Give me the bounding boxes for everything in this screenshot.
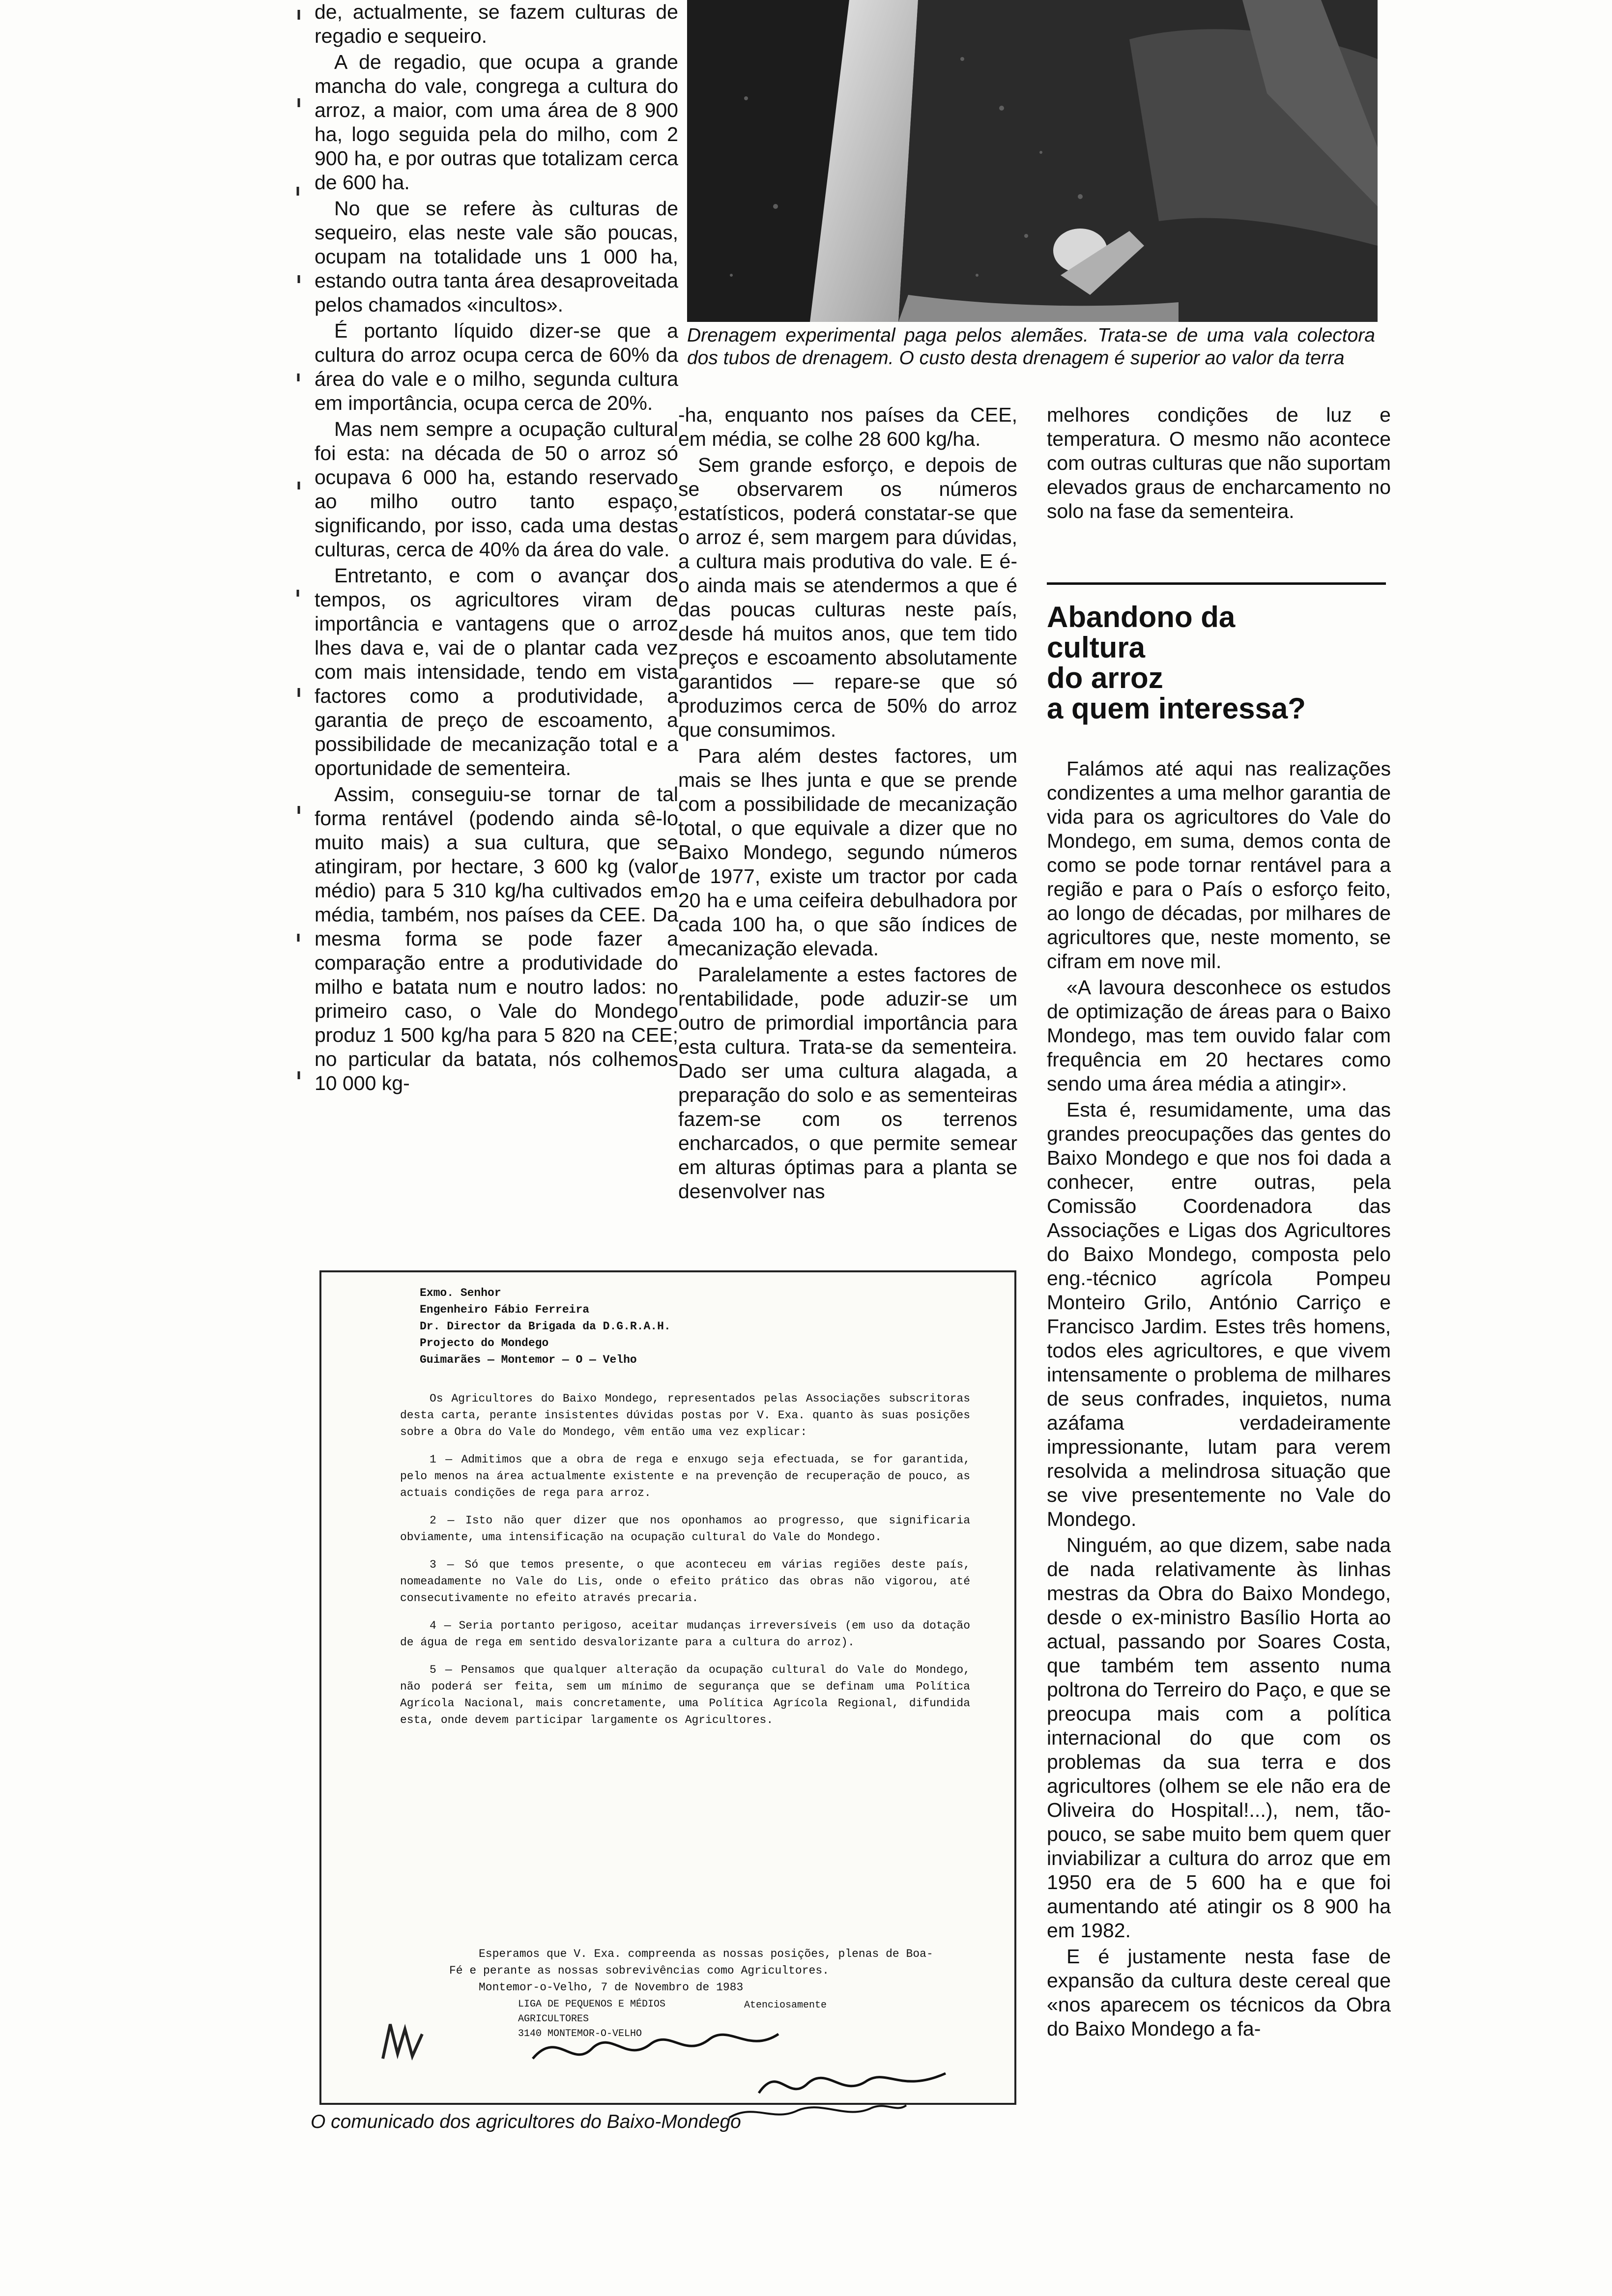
section-divider [1047,582,1386,585]
paragraph: melhores condições de luz e temperatura. O mesmo não acontece com outras culturas que não suportam elevados graus de encharcamento no solo na fase da sementeira. [1047,403,1391,522]
paragraph: E é justamente nesta fase de expansão da cultura deste cereal que «nos aparecem os técnicos da Obra do Baixo Mondego a fa- [1047,1945,1391,2040]
article-column-3-top [1047,403,1391,525]
paragraph: Entretanto, e com o avançar dos tempos, os agricultores viram de importância e vantagens que o arroz lhes dava e, vai de o plantar cada vez com mais intensidade, tendo em vista factores como a produtividade, a garantia de preço de escoamento, a possibilidade de mecanização total e a oportunidade de sementeira. [315,564,678,779]
paragraph: Mas nem sempre a ocupação cultural foi esta: na década de 50 o arroz só ocupava 6 000 ha, estando reservado ao milho outro tanto espaço, significando, por isso, cada uma destas culturas, cerca de 40% da área do vale. [315,418,678,561]
photo-caption: Drenagem experimental paga pelos alemães. Trata-se de uma vala colectora dos tubos de drenagem. O custo desta drenagem é superior ao valor da terra [687,325,1375,369]
paragraph: Ninguém, ao que dizem, sabe nada de nada relativamente às linhas mestras da Obra do Baixo Mondego, desde o ex-ministro Basílio Horta ao actual, passando por Soares Costa, que também tem assento numa poltrona do Terreiro do Paço, e que se preocupa mais com a política internacional do que com os problemas da sua terra e dos agricultores (olhem se ele não era de Oliveira do Hospital!...), nem, tão-pouco, se sabe muito bem quem quer inviabilizar a cultura do arroz que em 1950 era de 5 600 ha e que foi aumentando até atingir os 8 900 ha em 1982. [1047,1534,1391,1942]
letter-paragraph: 3 — Só que temos presente, o que aconteceu em várias regiões deste país, nomeadamente no Vale do Lis, onde o efeito prático das obras não vigorou, até consecutivamente no efeito através precaria. [400,1558,970,1605]
paragraph: A de regadio, que ocupa a grande mancha do vale, congrega a cultura do arroz, a maior, com uma área de 8 900 ha, logo seguida pela do milho, com 2 900 ha, e por outras que totalizam cerca de 600 ha. [315,51,678,194]
paragraph: de, actualmente, se fazem culturas de regadio e sequeiro. [315,0,678,47]
drainage-photo [687,0,1378,322]
letter-date: Montemor-o-Velho, 7 de Novembro de 1983 [479,1981,744,1994]
letter-closing: Esperamos que V. Exa. compreenda as nossas posições, plenas de Boa-Fé e perante as nossas sobrevivências como Agricultores. Montemor-o-Velho, 7 de Novembro de 1983 [449,1946,941,1996]
drainage-photo-image [687,0,1378,322]
letter-salutation: Atenciosamente [744,2000,827,2011]
letter-body [400,1390,970,1739]
paragraph: No que se refere às culturas de sequeiro, elas neste vale são poucas, ocupam na totalidade uns 1 000 ha, estando outra tanta área desaproveitada pelos chamados «incultos». [315,197,678,316]
letter-paragraph: 1 — Admitimos que a obra de rega e enxugo seja efectuada, se for garantida, pelo menos na área actualmente existente e na prevenção de recuperação de pouco, as actuais condições de rega para arroz. [400,1453,970,1499]
signature-icon [528,2024,783,2073]
paragraph: Esta é, resumidamente, uma das grandes preocupações das gentes do Baixo Mondego e que nos foi dada a conhecer, entre outras, pela Comissão Coordenadora das Associações e Ligas dos Agricultores do Baixo Mondego, composta pelo eng.-técnico agrícola Pompeu Monteiro Grilo, António Carriço e Francisco Jardim. Estes três homens, todos eles agricultores, e que vivem intensamente o problema de milhares de seus confrades, inquietos, numa azáfama verdadeiramente impressionante, lutam para verem resolvida a melindrosa situação que se vive presentemente no Vale do Mondego. [1047,1098,1391,1530]
paragraph: Paralelamente a estes factores de rentabilidade, pode aduzir-se um outro de primordial importância para esta cultura. Trata-se da sementeira. Dado ser uma cultura alagada, a preparação do solo e as sementeiras fazem-se com os terrenos encharcados, o que permite semear em alturas óptimas para a planta se desenvolver nas [678,963,1017,1203]
letter-caption: O comunicado dos agricultores do Baixo-Mondego [311,2111,741,2132]
letter-paragraph: Os Agricultores do Baixo Mondego, representados pelas Associações subscritoras desta carta, perante insistentes dúvidas postas por V. Exa. quanto às suas posições sobre a Obra do Vale do Mondego, vêm então uma vez explicar: [400,1392,970,1438]
letter-paragraph: 5 — Pensamos que qualquer alteração da ocupação cultural do Vale do Mondego, não poderá ser feita, sem um mínimo de segurança que se definam uma Política Agrícola Nacional, mais concretamente, uma Política Agrícola Regional, difundida esta, onde devem participar largamente os Agricultores. [400,1664,970,1726]
farmers-letter [319,1270,1016,2105]
paragraph: -ha, enquanto nos países da CEE, em média, se colhe 28 600 kg/ha. [678,403,1017,450]
article-column-1 [315,0,678,1097]
paragraph: É portanto líquido dizer-se que a cultura do arroz ocupa cerca de 60% da área do vale e o milho, segunda cultura em importância, ocupa cerca de 20%. [315,319,678,414]
letter-paragraph: 4 — Seria portanto perigoso, aceitar mudanças irreversíveis (em uso da dotação de água de rega em sentido desvalorizante para a cultura do arroz). [400,1619,970,1649]
paragraph: Sem grande esforço, e depois de se observarem os números estatísticos, poderá constatar-se que o arroz é, sem margem para dúvidas, a cultura mais produtiva do vale. E é-o ainda mais se atendermos a que é das poucas culturas neste país, desde há muitos anos, que tem tido preços e escoamento absolutamente garantidos — repare-se que só produzimos cerca de 50% do arroz que consumimos. [678,454,1017,741]
letter-address: Exmo. Senhor Engenheiro Fábio Ferreira Dr. Director da Brigada da D.G.R.A.H. Projecto do Mondego Guimarães — Montemor — O — Velho [420,1287,671,1366]
margin-marks [290,0,310,1273]
paragraph: Para além destes factores, um mais se lhes junta e que se prende com a possibilidade de mecanização total, o que equivale a dizer que no Baixo Mondego, segundo números de 1977, existe um tractor por cada 20 ha e uma ceifeira debulhadora por cada 100 ha, o que são índices de mecanização elevada. [678,745,1017,960]
paragraph: Falámos até aqui nas realizações condizentes a uma melhor garantia de vida para os agricultores do Vale do Mondego, em suma, demos conta de como se pode tornar rentável para a região e para o País o esforço feito, ao longo de décadas, por milhares de agricultores que, neste momento, se cifram em nove mil. [1047,757,1391,973]
section-headline: Abandono da cultura do arroz a quem interessa? [1047,601,1306,725]
article-column-2 [678,403,1017,1205]
paragraph: Assim, conseguiu-se tornar de tal forma rentável (podendo ainda sê-lo muito mais) a sua cultura, que se atingiram, por hectare, 3 600 kg (valor médio) para 5 310 kg/ha cultivados em média, também, nos países da CEE. Da mesma forma se pode fazer a comparação entre a produtividade do milho e batata num e noutro lados: no primeiro caso, o Vale do Mondego produz 1 500 kg/ha para 5 820 na CEE; no particular da batata, nós colhemos 10 000 kg- [315,783,678,1094]
letter-organisation: LIGA DE PEQUENOS E MÉDIOS AGRICULTORES 3140 MONTEMOR-O-VELHO [518,1999,666,2039]
article-column-3 [1047,757,1391,2043]
stamp-icon [375,2014,430,2068]
letter-paragraph: 2 — Isto não quer dizer que nos oponhamos ao progresso, que significaria obviamente, uma intensificação na ocupação cultural do Vale do Mondego. [400,1514,970,1544]
paragraph: «A lavoura desconhece os estudos de optimização de áreas para o Baixo Mondego, mas tem ouvido falar com frequência em 20 hectares como sendo uma área média a atingir». [1047,976,1391,1095]
